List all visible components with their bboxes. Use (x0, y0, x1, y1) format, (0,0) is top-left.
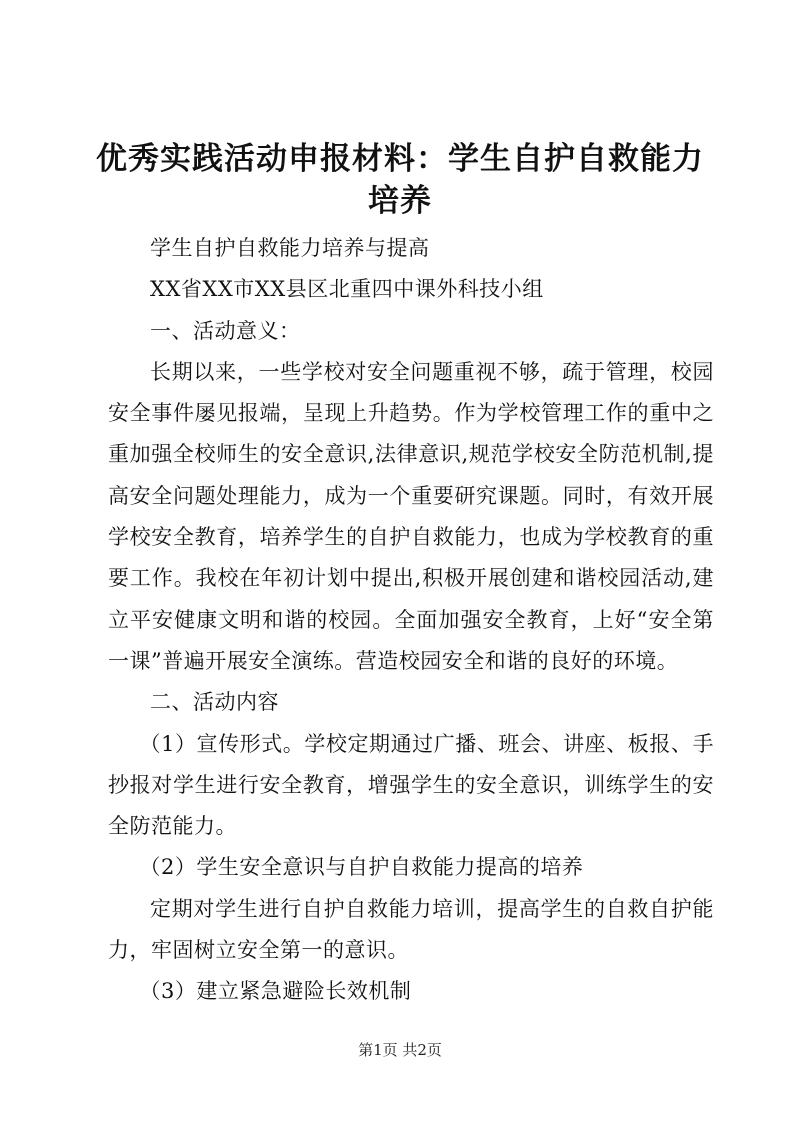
content-item-3-heading: （3）建立紧急避险长效机制 (139, 979, 412, 1004)
section-heading-significance: 一、活动意义： (150, 318, 301, 343)
content-item-2-paragraph: 定期对学生进行自护自救能力培训，提高学生的自救自护能力，牢固树立安全第一的意识。 (108, 896, 714, 963)
content-item-2-heading: （2）学生安全意识与自护自救能力提高的培养 (139, 855, 584, 880)
subtitle-paragraph: 学生自护自救能力培养与提高 (150, 236, 430, 260)
significance-paragraph: 长期以来，一些学校对安全问题重视不够，疏于管理，校园安全事件屡见报端，呈现上升趋势。作为学校管理工作的重中之重加强全校师生的安全意识,法律意识,规范学校安全防范机制,提高安全问题处理能力，成为一个重要研究课题。同时，有效开展学校安全教育，培养学生的自护自救能力，也成为学校教育的重要工作。我校在年初计划中提出,积极开展创建和谐校园活动,建立平安健康文明和谐的校园。全面加强安全教育，上好“安全第一课”普遍开展安全演练。营造校园安全和谐的良好的环境。 (108, 359, 714, 673)
document-title: 优秀实践活动申报材料：学生自护自救能力培养 (96, 141, 704, 219)
page-footer: 第1页 共2页 (358, 1041, 442, 1059)
organization-paragraph: XX省XX市XX县区北重四中课外科技小组 (150, 277, 544, 302)
section-heading-content: 二、活动内容 (150, 690, 279, 715)
content-item-1: （1）宣传形式。学校定期通过广播、班会、讲座、板报、手抄报对学生进行安全教育，增强学生的安全意识，训练学生的安全防范能力。 (108, 731, 714, 839)
document-body (108, 228, 714, 1013)
